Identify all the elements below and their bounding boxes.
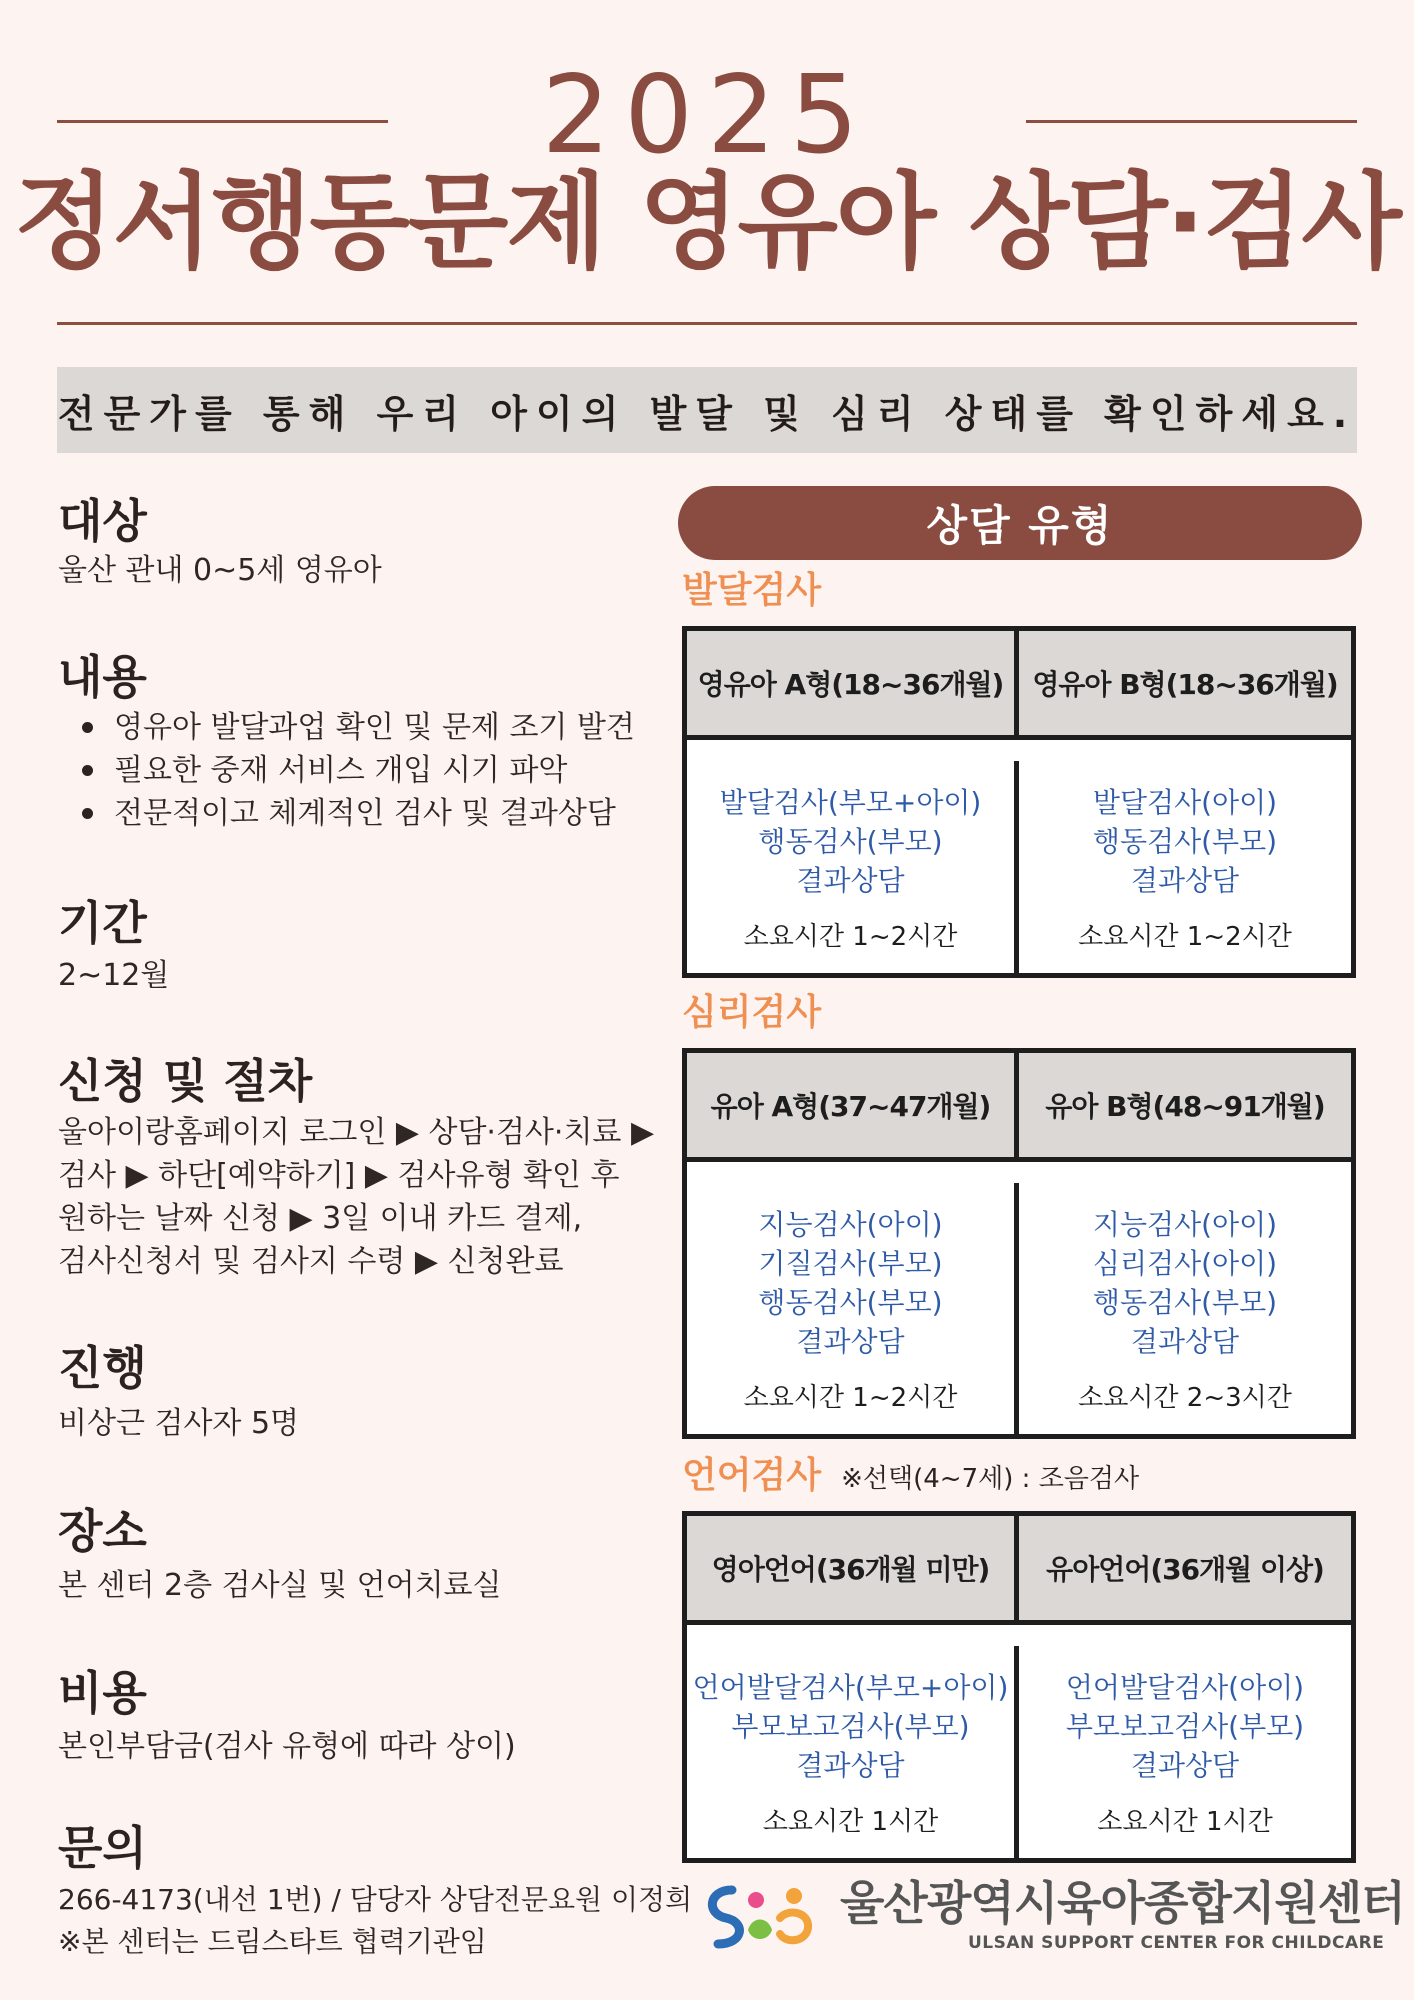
organization-name-en: ULSAN SUPPORT CENTER FOR CHILDCARE [968, 1933, 1385, 1953]
apply-line-4: 검사신청서 및 검사지 수령 ▶ 신청완료 [58, 1244, 564, 1279]
test-item: 지능검사(아이) [1092, 1207, 1278, 1241]
duration-text: 소요시간 1시간 [1097, 1806, 1273, 1837]
year-title: 2025 [541, 53, 873, 178]
table-cell [687, 761, 1019, 974]
test-item: 발달검사(아이) [1092, 785, 1278, 819]
table-header: 유아언어(36개월 이상) [1019, 1516, 1351, 1625]
test-item: 결과상담 [1130, 863, 1240, 897]
test-item: 결과상담 [1130, 1748, 1240, 1782]
psychology-table [682, 1048, 1356, 1439]
duration-text: 소요시간 2~3시간 [1078, 1382, 1292, 1413]
duration-text: 소요시간 1~2시간 [1078, 921, 1292, 952]
table-header: 유아 B형(48~91개월) [1019, 1053, 1351, 1162]
table-header: 영유아 A형(18~36개월) [687, 631, 1019, 740]
table-cell [1019, 761, 1351, 974]
test-item: 결과상담 [796, 1324, 905, 1358]
header-rule-bottom [57, 322, 1357, 325]
duration-text: 소요시간 1시간 [762, 1806, 939, 1837]
language-label-text: 언어검사 [682, 1455, 822, 1496]
period-text: 2~12월 [58, 958, 170, 993]
table-header: 유아 A형(37~47개월) [687, 1053, 1019, 1162]
page-title: 정서행동문제 영유아 상담·검사 [14, 161, 1400, 283]
duration-text: 소요시간 1~2시간 [743, 921, 958, 952]
test-item: 지능검사(아이) [758, 1207, 943, 1241]
test-item: 행동검사(부모) [1092, 1285, 1278, 1319]
list-item: 필요한 중재 서비스 개입 시기 파악 [78, 749, 635, 792]
language-label [682, 1455, 1140, 1496]
contact-line-2: ※본 센터는 드림스타트 협력기관임 [58, 1925, 487, 1958]
progress-heading: 진행 [58, 1341, 147, 1395]
test-item: 심리검사(아이) [1092, 1246, 1278, 1280]
content-heading: 내용 [58, 650, 147, 704]
place-heading: 장소 [58, 1504, 147, 1558]
organization-name: 울산광역시육아종합지원센터 [840, 1876, 1405, 1930]
period-heading: 기간 [58, 896, 147, 950]
test-item: 행동검사(부모) [758, 824, 943, 858]
contact-line-1: 266-4173(내선 1번) / 담당자 상담전문요원 이정희 [58, 1883, 693, 1916]
apply-line-1: 울아이랑홈페이지 로그인 ▶ 상담·검사·치료 ▶ [58, 1115, 655, 1150]
test-item: 부모보고검사(부모) [1065, 1709, 1305, 1743]
list-item: 영유아 발달과업 확인 및 문제 조기 발견 [78, 706, 635, 749]
table-header: 영아언어(36개월 미만) [687, 1516, 1019, 1625]
table-cell [1019, 1646, 1351, 1859]
apply-line-2: 검사 ▶ 하단[예약하기] ▶ 검사유형 확인 후 [58, 1158, 620, 1193]
test-item: 언어발달검사(아이) [1065, 1670, 1305, 1704]
progress-text: 비상근 검사자 5명 [58, 1406, 300, 1441]
list-item: 전문적이고 체계적인 검사 및 결과상담 [78, 792, 635, 835]
apply-heading: 신청 및 절차 [58, 1054, 313, 1108]
table-cell [687, 1646, 1019, 1859]
cost-text: 본인부담금(검사 유형에 따라 상이) [58, 1729, 516, 1764]
psychology-label: 심리검사 [682, 992, 822, 1033]
table-cell [1019, 1183, 1351, 1435]
test-item: 행동검사(부모) [1092, 824, 1278, 858]
duration-text: 소요시간 1~2시간 [743, 1382, 958, 1413]
test-item: 결과상담 [796, 863, 905, 897]
target-heading: 대상 [58, 494, 147, 548]
test-item: 결과상담 [796, 1748, 905, 1782]
language-note: ※선택(4~7세) : 조음검사 [841, 1464, 1140, 1494]
types-title-pill: 상담 유형 [678, 486, 1362, 560]
contact-heading: 문의 [58, 1821, 147, 1875]
table-header: 영유아 B형(18~36개월) [1019, 631, 1351, 740]
cost-heading: 비용 [58, 1666, 147, 1720]
test-item: 발달검사(부모+아이) [719, 785, 982, 819]
language-table [682, 1511, 1356, 1863]
test-item: 결과상담 [1130, 1324, 1240, 1358]
development-table [682, 626, 1356, 978]
table-cell [687, 1183, 1019, 1435]
development-label: 발달검사 [682, 570, 822, 611]
content-list [78, 706, 635, 835]
test-item: 기질검사(부모) [758, 1246, 943, 1280]
target-text: 울산 관내 0~5세 영유아 [58, 553, 382, 588]
center-logo-icon [698, 1878, 818, 1958]
test-item: 언어발달검사(부모+아이) [692, 1670, 1009, 1704]
place-text: 본 센터 2층 검사실 및 언어치료실 [58, 1568, 502, 1603]
subtitle-banner: 전문가를 통해 우리 아이의 발달 및 심리 상태를 확인하세요. [57, 367, 1357, 453]
test-item: 부모보고검사(부모) [731, 1709, 970, 1743]
apply-line-3: 원하는 날짜 신청 ▶ 3일 이내 카드 결제, [58, 1201, 583, 1236]
test-item: 행동검사(부모) [758, 1285, 943, 1319]
